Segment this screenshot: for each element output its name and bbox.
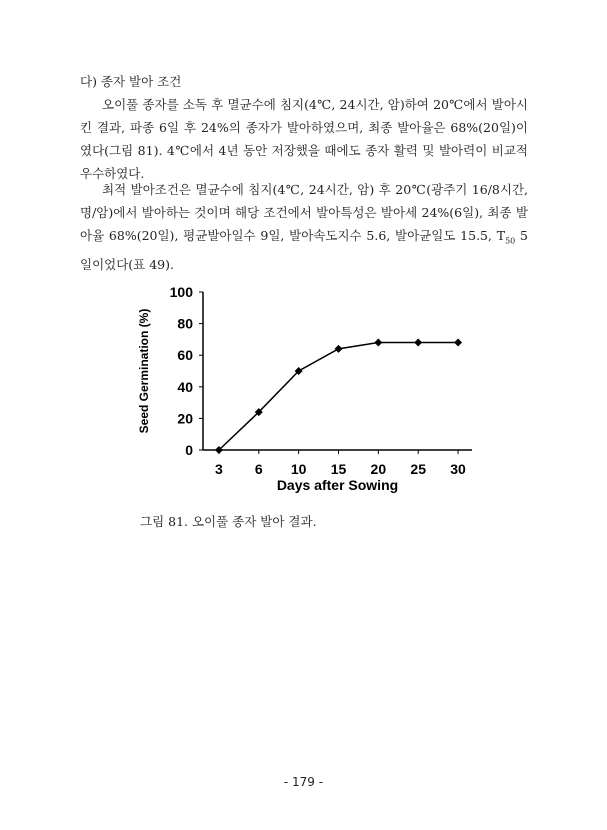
data-point — [334, 345, 342, 353]
x-axis-label: Days after Sowing — [276, 477, 399, 493]
page-number: - 179 - — [283, 775, 324, 789]
y-tick-label: 40 — [177, 378, 193, 395]
series-line — [219, 343, 458, 450]
y-tick-label: 60 — [177, 347, 193, 364]
data-point — [414, 339, 422, 347]
x-tick-label: 30 — [450, 461, 466, 477]
y-tick-label: 20 — [177, 410, 193, 427]
x-tick-label: 20 — [370, 461, 387, 477]
x-tick-label: 25 — [410, 461, 426, 477]
paragraph-2 — [80, 178, 528, 276]
y-tick-label: 0 — [185, 442, 193, 458]
section-heading: 다) 종자 발아 조건 — [80, 74, 182, 89]
x-tick-label: 3 — [215, 461, 223, 477]
x-tick-label: 15 — [330, 461, 347, 477]
data-point — [454, 339, 462, 347]
paragraph-2-text: 최적 발아조건은 멸균수에 침지(4℃, 24시간, 암) 후 20℃(광주기 16/8시간, 명/암)에서 발아하는 것이며 해당 조건에서 발아특성은 발아세 24%(6일), 최종 발아율 68%(20일), 평균발아일수 9일, 발아속도지수 5.6, 발아균일도 15.5, T — [80, 182, 528, 243]
y-axis-label: Seed Germination (%) — [137, 308, 151, 434]
x-tick-label: 10 — [290, 461, 307, 477]
subscript: 50 — [505, 236, 516, 246]
y-tick-label: 80 — [177, 315, 193, 332]
data-point — [374, 339, 382, 347]
figure-caption: 그림 81. 오이풀 종자 발아 결과. — [140, 514, 317, 529]
germination-chart — [130, 280, 490, 505]
y-tick-label: 100 — [169, 284, 193, 300]
paragraph-1: 오이풀 종자를 소독 후 멸균수에 침지(4℃, 24시간, 암)하여 20℃에서 발아시킨 결과, 파종 6일 후 24%의 종자가 발아하였으며, 최종 발아율은 68%(20일)이였다(그림 81). 4℃에서 4년 동안 저장했을 때에도 종자 활력 및 발아력이 비교적 우수하였다. — [80, 97, 528, 181]
x-tick-label: 6 — [254, 461, 263, 477]
paragraph-2-end: 5일이었다(표 49). — [80, 228, 528, 272]
